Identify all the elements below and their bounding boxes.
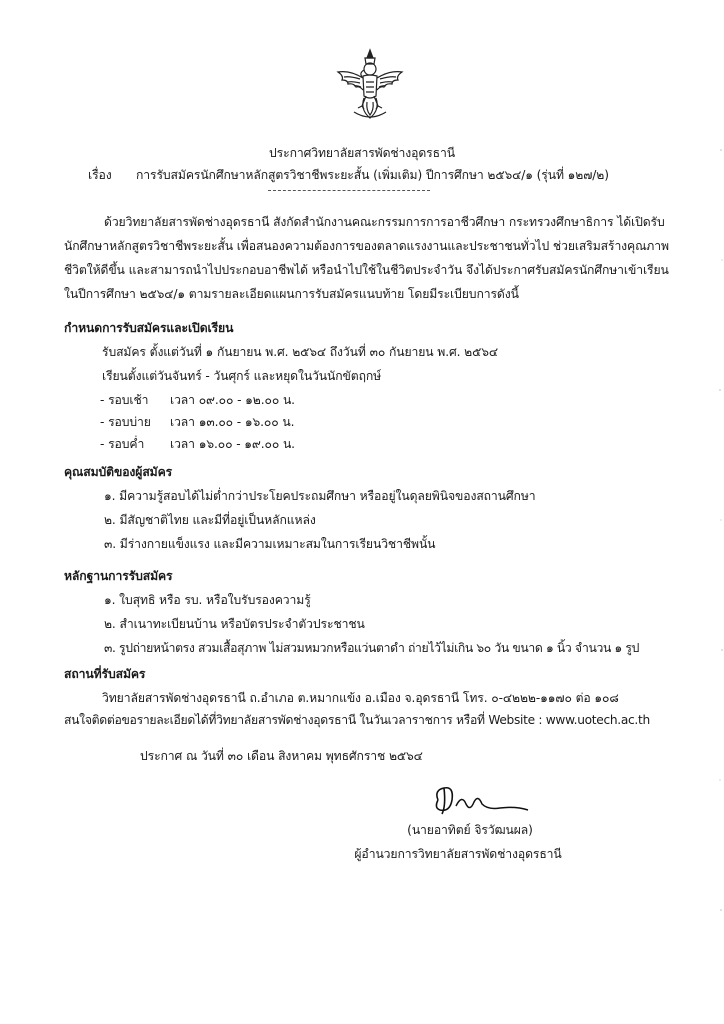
qualification-item: ๑. มีความรู้สอบได้ไม่ต่ำกว่าประโยคประถมศึกษา หรืออยู่ในดุลยพินิจของสถานศึกษา: [104, 489, 536, 503]
announcement-date: ประกาศ ณ วันที่ ๓๐ เดือน สิงหาคม พุทธศักราช ๒๕๖๔: [140, 749, 423, 763]
round-evening-name: - รอบค่ำ: [100, 437, 145, 451]
document-item: ๑. ใบสุทธิ หรือ รบ. หรือใบรับรองความรู้: [104, 593, 311, 607]
documents-heading: หลักฐานการรับสมัคร: [64, 569, 173, 583]
document-item: ๒. สำเนาทะเบียนบ้าน หรือบัตรประจำตัวประชาชน: [104, 617, 365, 631]
schedule-apply-dates: รับสมัคร ตั้งแต่วันที่ ๑ กันยายน พ.ศ. ๒๕๖๔ ถึงวันที่ ๓๐ กันยายน พ.ศ. ๒๕๖๔: [102, 345, 498, 359]
round-afternoon-time: เวลา ๑๓.๐๐ - ๑๖.๐๐ น.: [170, 415, 295, 429]
schedule-study-days: เรียนตั้งแต่วันจันทร์ - วันศุกร์ และหยุดในวันนักขัตฤกษ์: [102, 369, 382, 383]
signer-name: (นายอาทิตย์ จิรวัฒนผล): [407, 823, 533, 837]
round-evening-time: เวลา ๑๖.๐๐ - ๑๙.๐๐ น.: [170, 437, 295, 451]
announcement-title: ประกาศวิทยาลัยสารพัดช่างอุดรธานี: [269, 146, 455, 160]
venue-heading: สถานที่รับสมัคร: [64, 667, 146, 681]
scan-edge-marks: [718, 0, 724, 1024]
qualification-item: ๒. มีสัญชาติไทย และมีที่อยู่เป็นหลักแหล่ง: [104, 513, 316, 527]
round-afternoon-name: - รอบบ่าย: [100, 415, 151, 429]
intro-line-2: นักศึกษาหลักสูตรวิชาชีพระยะสั้น เพื่อสนองความต้องการของตลาดแรงงานและประชาชนทั่วไป ช่วยเสริมสร้างคุณภาพ: [64, 239, 669, 253]
subject-text: การรับสมัครนักศึกษาหลักสูตรวิชาชีพระยะสั้น (เพิ่มเติม) ปีการศึกษา ๒๕๖๔/๑ (รุ่นที่ ๑๒๗/๒): [136, 168, 609, 182]
schedule-heading: กำหนดการรับสมัครและเปิดเรียน: [64, 321, 234, 335]
round-morning-time: เวลา ๐๙.๐๐ - ๑๒.๐๐ น.: [170, 393, 295, 407]
signature-image: [430, 780, 532, 820]
subject-label: เรื่อง: [88, 168, 112, 182]
title-divider: [268, 190, 430, 191]
signer-title: ผู้อำนวยการวิทยาลัยสารพัดช่างอุดรธานี: [354, 847, 562, 861]
intro-line-3: ชีวิตให้ดีขึ้น และสามารถนำไปประกอบอาชีพได้ หรือนำไปใช้ในชีวิตประจำวัน จึงได้ประกาศรับสมัครนักศึกษาเข้าเรียน: [64, 263, 669, 277]
garuda-emblem-icon: [330, 46, 410, 126]
venue-address: วิทยาลัยสารพัดช่างอุดรธานี ถ.อำเภอ ต.หมากแข้ง อ.เมือง จ.อุดรธานี โทร. ๐-๔๒๒๒-๑๑๗๐ ต่อ ๑๐๘: [102, 691, 619, 705]
intro-line-1: ด้วยวิทยาลัยสารพัดช่างอุดรธานี สังกัดสำนักงานคณะกรรมการการอาชีวศึกษา กระทรวงศึกษาธิการ ได้เปิดรับ: [104, 215, 665, 229]
venue-contact: สนใจติดต่อขอรายละเอียดได้ที่วิทยาลัยสารพัดช่างอุดรธานี ในวันเวลาราชการ หรือที่ Website : www.uotech.ac.th: [64, 713, 650, 727]
document-item: ๓. รูปถ่ายหน้าตรง สวมเสื้อสุภาพ ไม่สวมหมวกหรือแว่นตาดำ ถ่ายไว้ไม่เกิน ๖๐ วัน ขนาด ๑ นิ้ว จำนวน ๑ รูป: [104, 641, 639, 655]
intro-line-4: ในปีการศึกษา ๒๕๖๔/๑ ตามรายละเอียดแผนการรับสมัครแนบท้าย โดยมีระเบียบการดังนี้: [64, 287, 519, 301]
round-morning-name: - รอบเช้า: [100, 393, 149, 407]
qualification-item: ๓. มีร่างกายแข็งแรง และมีความเหมาะสมในการเรียนวิชาชีพนั้น: [104, 537, 436, 551]
qualifications-heading: คุณสมบัติของผู้สมัคร: [64, 465, 173, 479]
